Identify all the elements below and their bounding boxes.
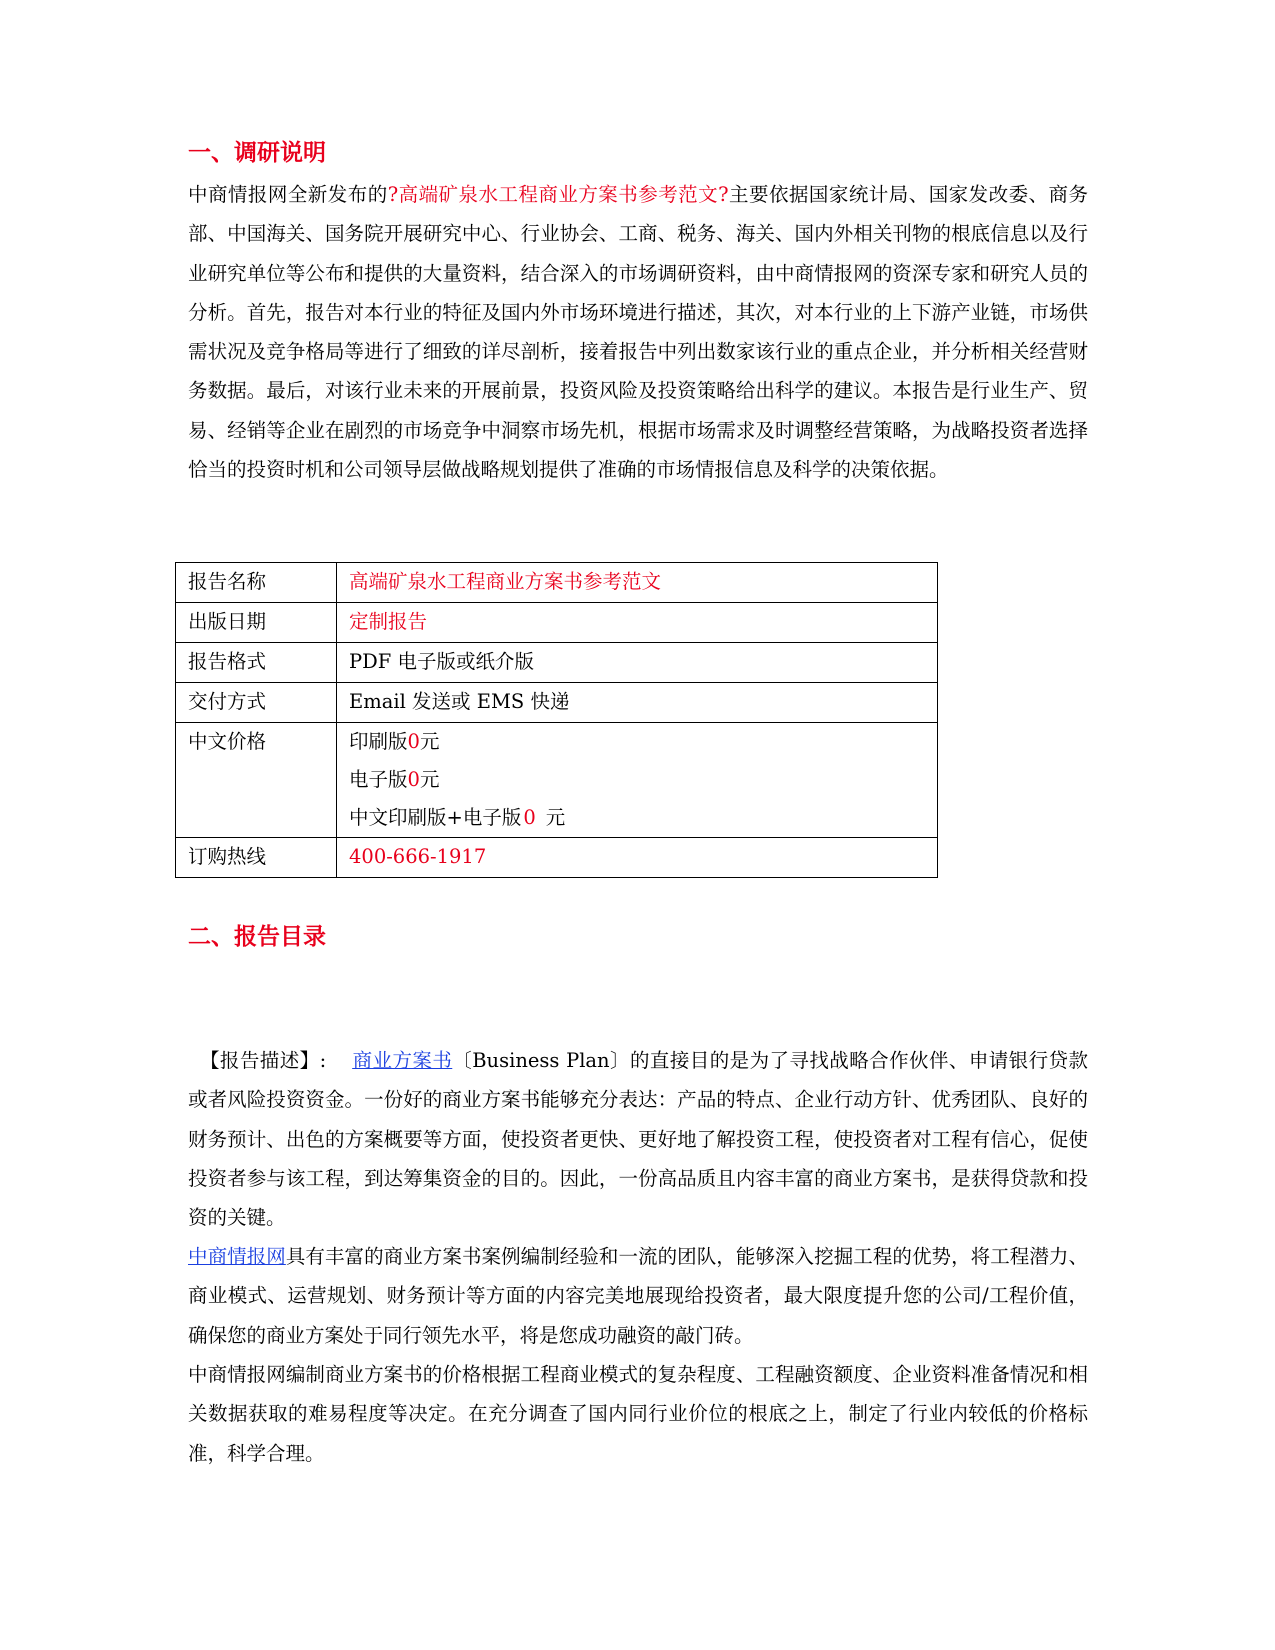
table-row-report-name: [176, 563, 938, 603]
hotline-value: 400-666-1917: [337, 838, 938, 878]
price-print-line: [349, 723, 925, 761]
hotline-label: 订购热线: [176, 838, 337, 878]
publish-date-label: 出版日期: [176, 603, 337, 643]
section-2-heading: 二、报告目录: [188, 924, 326, 950]
description-label: 【报告描述】:: [200, 1049, 327, 1072]
description-body-text: 〔Business Plan〕的直接目的是为了寻找战略合作伙伴、申请银行贷款或者风险投资资金。一份好的商业方案书能够充分表达：产品的特点、企业行动方针、优秀团队、良好的财务预计、出色的方案概要等方面，使投资者更快、更好地了解投资工程，使投资者对工程有信心，促使投资者参与该工程，到达筹集资金的目的。因此，一份高品质且内容丰富的商业方案书，是获得贷款和投资的关键。: [188, 1049, 1088, 1230]
price-digital-unit: 元: [419, 768, 440, 791]
report-info-table: [175, 562, 938, 878]
table-row-hotline: [176, 838, 938, 878]
price-digital-value: 0: [407, 768, 420, 791]
format-value: PDF 电子版或纸介版: [337, 643, 938, 683]
price-print-unit: 元: [419, 730, 440, 753]
pricing-paragraph: 中商情报网编制商业方案书的价格根据工程商业模式的复杂程度、工程融资额度、企业资料准备情况和相关数据获取的难易程度等决定。在充分调查了国内同行业价位的根底之上，制定了行业内较低的价格标准，科学合理。: [188, 1363, 1088, 1465]
price-print-prefix: 印刷版: [349, 730, 408, 753]
price-both-unit: 元: [545, 806, 566, 829]
price-label: 中文价格: [176, 723, 337, 838]
business-plan-link[interactable]: 商业方案书: [352, 1049, 453, 1072]
section-1-intro-paragraph: [188, 175, 1088, 489]
report-name-value: 高端矿泉水工程商业方案书参考范文: [337, 563, 938, 603]
capability-paragraph: [188, 1237, 1088, 1355]
delivery-label: 交付方式: [176, 683, 337, 723]
intro-body-text: 主要依据国家统计局、国家发改委、商务部、中国海关、国务院开展研究中心、行业协会、工商、税务、海关、国内外相关刊物的根底信息以及行业研究单位等公布和提供的大量资料，结合深入的市场调研资料，由中商情报网的资深专家和研究人员的分析。首先，报告对本行业的特征及国内外市场环境进行描述，其次，对本行业的上下游产业链，市场供需状况及竞争格局等进行了细致的详尽剖析，接着报告中列出数家该行业的重点企业，并分析相关经营财务数据。最后，对该行业未来的开展前景，投资风险及投资策略给出科学的建议。本报告是行业生产、贸易、经销等企业在剧烈的市场竞争中洞察市场先机，根据市场需求及时调整经营策略，为战略投资者选择恰当的投资时机和公司领导层做战略规划提供了准确的市场情报信息及科学的决策依据。: [188, 183, 1088, 482]
table-row-delivery: [176, 683, 938, 723]
format-label: 报告格式: [176, 643, 337, 683]
intro-lead-text: 中商情报网全新发布的: [188, 183, 388, 206]
price-print-value: 0: [407, 730, 420, 753]
table-row-format: [176, 643, 938, 683]
publish-date-value: 定制报告: [337, 603, 938, 643]
price-both-prefix: 中文印刷版+电子版: [349, 806, 522, 829]
price-both-line: [349, 799, 925, 837]
report-description-paragraph: [188, 1041, 1088, 1237]
capability-body-text: 具有丰富的商业方案书案例编制经验和一流的团队，能够深入挖掘工程的优势，将工程潜力、商业模式、运营规划、财务预计等方面的内容完美地展现给投资者，最大限度提升您的公司/工程价值，确保您的商业方案处于同行领先水平，将是您成功融资的敲门砖。: [188, 1245, 1088, 1347]
report-name-label: 报告名称: [176, 563, 337, 603]
table-row-publish-date: [176, 603, 938, 643]
price-both-value: 0: [523, 806, 536, 829]
zhongshang-link[interactable]: 中商情报网: [188, 1245, 286, 1268]
intro-report-name: ?高端矿泉水工程商业方案书参考范文?: [387, 183, 729, 206]
delivery-value: Email 发送或 EMS 快递: [337, 683, 938, 723]
table-row-price: [176, 723, 938, 838]
section-1-heading: 一、调研说明: [188, 140, 326, 166]
price-digital-prefix: 电子版: [349, 768, 408, 791]
price-values: [337, 723, 938, 838]
price-digital-line: [349, 761, 925, 799]
